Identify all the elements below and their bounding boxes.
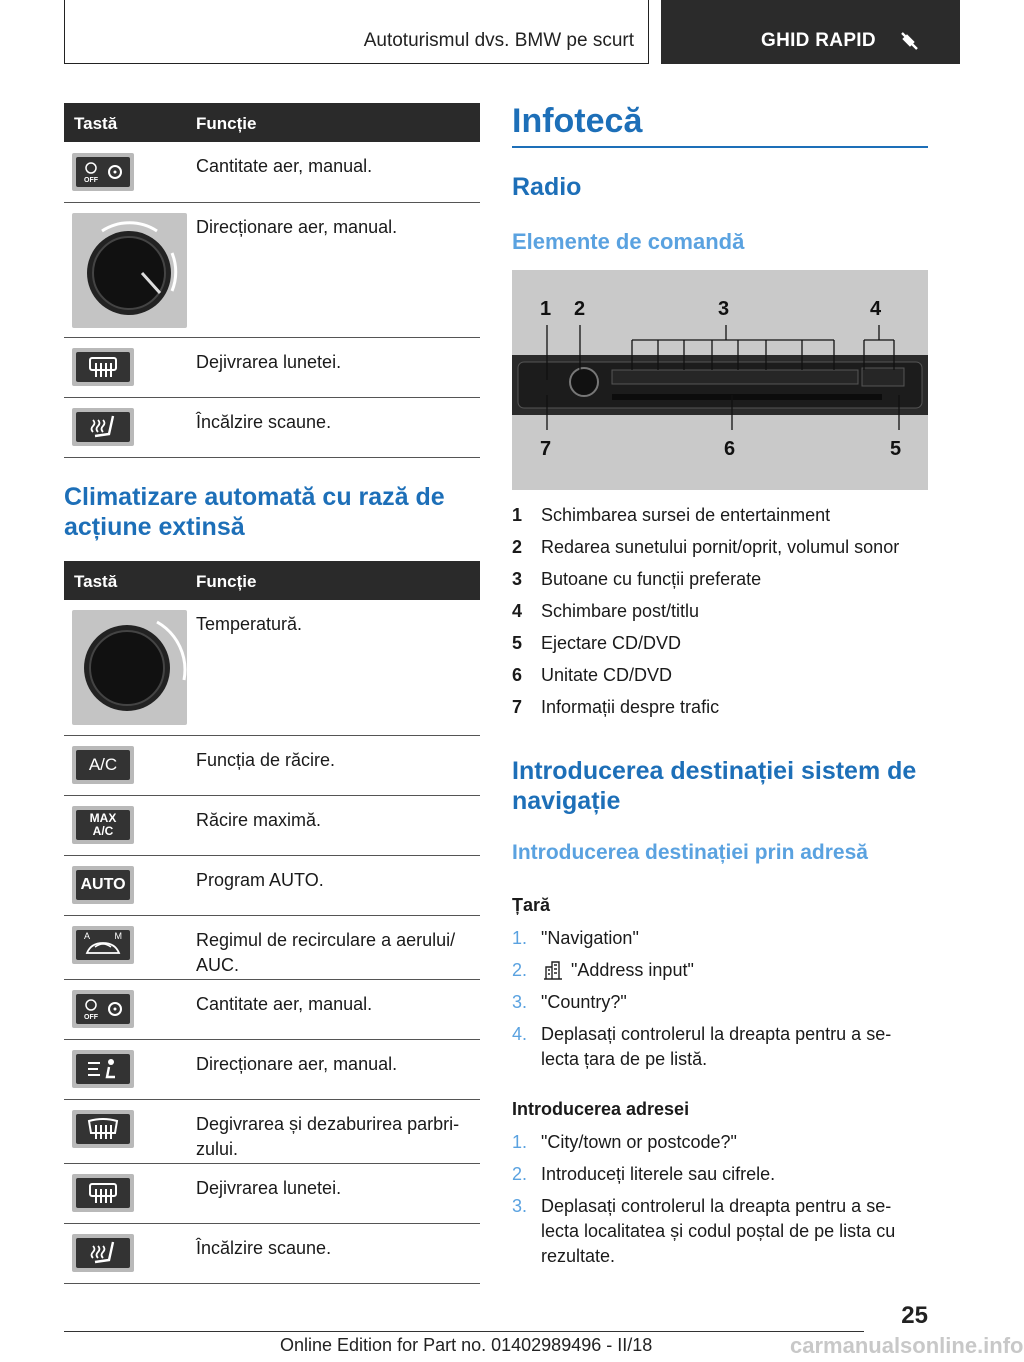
table-row	[64, 203, 480, 338]
controls-table-1	[64, 103, 480, 458]
col-key-header: Tastă	[74, 572, 118, 591]
legend-number: 5	[512, 633, 523, 653]
legend-number: 2	[512, 537, 523, 557]
table-row	[64, 1224, 480, 1284]
col-function-header: Funcție	[196, 114, 257, 133]
air-direction-knob-icon	[72, 213, 187, 328]
page-number: 25	[901, 1302, 928, 1329]
row-function-text: Temperatură.	[196, 614, 303, 634]
row-function-text: Încălzire scaune.	[196, 412, 332, 432]
row-function-text: Degivrarea și dezaburirea parbri-zului.	[196, 1114, 460, 1159]
row-function-text: Direcționare aer, manual.	[196, 217, 398, 237]
seat-heating-icon	[72, 408, 134, 446]
step-text: Introduceți literele sau cifrele.	[541, 1164, 776, 1184]
radio-panel-drawing	[512, 270, 928, 490]
step-number: 4.	[512, 1024, 528, 1044]
seat-heating-icon	[72, 1234, 134, 1272]
recirculation-icon	[72, 926, 134, 964]
row-function-text: Funcția de răcire.	[196, 750, 336, 770]
svg-text:OFF: OFF	[84, 1014, 98, 1021]
country-label: Țară	[512, 895, 551, 915]
fan-off-icon	[72, 153, 134, 191]
controls-table-2	[64, 561, 480, 1284]
table-row	[64, 916, 480, 980]
row-function-text: Cantitate aer, manual.	[196, 994, 373, 1014]
header-section-title: GHID RAPID	[761, 30, 876, 51]
table-row	[64, 1164, 480, 1224]
footer-edition: Online Edition for Part no. 01402989496 - II/18	[280, 1335, 653, 1355]
step-number: 1.	[512, 928, 528, 948]
legend-text: Unitate CD/DVD	[541, 665, 673, 685]
svg-text:OFF: OFF	[84, 177, 98, 184]
navigation-heading: Introducerea destinației sistem de navigație	[512, 757, 917, 815]
callout-3: 3	[718, 298, 730, 320]
title-rule	[512, 146, 928, 148]
auto-icon-label: AUTO	[76, 870, 130, 900]
pin-icon	[898, 30, 920, 52]
infoteca-title: Infotecă	[512, 102, 643, 140]
table-header	[64, 561, 480, 600]
legend-number: 1	[512, 505, 523, 525]
step-text: Deplasați controlerul la dreapta pentru a se-lecta țara de pe listă.	[541, 1024, 892, 1069]
table-row	[64, 1100, 480, 1164]
controls-heading: Elemente de comandă	[512, 229, 745, 254]
table-row	[64, 796, 480, 856]
ac-icon-label: A/C	[76, 750, 130, 780]
legend-text: Schimbare post/titlu	[541, 601, 700, 621]
row-function-text: Program AUTO.	[196, 870, 324, 890]
recirc-label-m: M	[114, 931, 122, 941]
table-row	[64, 398, 480, 458]
row-function-text: Regimul de recirculare a aerului/ AUC.	[196, 930, 456, 975]
rear-defrost-icon	[72, 1174, 134, 1212]
climate-section-heading: Climatizare automată cu rază de acțiune extinsă	[64, 483, 445, 541]
table-row	[64, 736, 480, 796]
step-text: "Country?"	[541, 992, 627, 1012]
radio-heading: Radio	[512, 173, 582, 201]
legend-text: Schimbarea sursei de entertainment	[541, 505, 831, 525]
ac-icon	[72, 746, 134, 784]
radio-panel-image	[512, 270, 928, 490]
header-chapter-box	[64, 0, 649, 64]
legend-text: Informații despre trafic	[541, 697, 720, 717]
legend-text: Ejectare CD/DVD	[541, 633, 682, 653]
legend-number: 3	[512, 569, 523, 589]
step-text: "City/town or postcode?"	[541, 1132, 737, 1152]
legend-text: Butoane cu funcții preferate	[541, 569, 762, 589]
row-function-text: Direcționare aer, manual.	[196, 1054, 398, 1074]
callout-7: 7	[540, 438, 552, 460]
step-number: 2.	[512, 960, 528, 980]
table-row	[64, 980, 480, 1040]
step-number: 2.	[512, 1164, 528, 1184]
fan-off-icon	[72, 990, 134, 1028]
callout-2: 2	[574, 298, 586, 320]
table-row	[64, 1040, 480, 1100]
legend-number: 6	[512, 665, 523, 685]
max-ac-label-top: MAX	[89, 811, 117, 825]
step-number: 3.	[512, 1196, 528, 1216]
address-entry-heading: Introducerea destinației prin adresă	[512, 841, 868, 864]
step-number: 3.	[512, 992, 528, 1012]
step-number: 1.	[512, 1132, 528, 1152]
col-key-header: Tastă	[74, 114, 118, 133]
table-row	[64, 142, 480, 203]
legend-number: 4	[512, 601, 523, 621]
row-function-text: Cantitate aer, manual.	[196, 156, 373, 176]
table-row	[64, 856, 480, 916]
legend-text: Redarea sunetului pornit/oprit, volumul sonor	[541, 537, 900, 557]
row-function-text: Răcire maximă.	[196, 810, 322, 830]
step-text: "Navigation"	[541, 928, 639, 948]
footer-watermark: carmanualsonline.info	[790, 1333, 1024, 1358]
footer-rule	[64, 1331, 864, 1332]
max-ac-label-bottom: A/C	[92, 824, 114, 838]
auto-icon	[72, 866, 134, 904]
max-ac-icon	[72, 806, 134, 844]
air-direction-icon	[72, 1050, 134, 1088]
row-function-text: Dejivrarea lunetei.	[196, 1178, 342, 1198]
callout-4: 4	[870, 298, 882, 320]
rear-defrost-icon	[72, 348, 134, 386]
row-function-text: Dejivrarea lunetei.	[196, 352, 342, 372]
table-header	[64, 103, 480, 142]
address-label: Introducerea adresei	[512, 1099, 690, 1119]
callout-6: 6	[724, 438, 736, 460]
front-defrost-icon	[72, 1110, 134, 1148]
recirc-label-a: A	[84, 931, 91, 941]
header-chapter-title: Autoturismul dvs. BMW pe scurt	[363, 30, 634, 51]
step-text: Deplasați controlerul la dreapta pentru a se-lecta localitatea și codul poștal de pe lista cu rezultate.	[541, 1196, 896, 1266]
col-function-header: Funcție	[196, 572, 257, 591]
table-row	[64, 338, 480, 398]
callout-1: 1	[540, 298, 552, 320]
row-function-text: Încălzire scaune.	[196, 1238, 332, 1258]
address-input-icon	[542, 959, 564, 981]
step-text: "Address input"	[571, 960, 694, 980]
legend-number: 7	[512, 697, 523, 717]
temperature-knob-icon	[72, 610, 187, 725]
table-row	[64, 600, 480, 736]
callout-5: 5	[890, 438, 902, 460]
